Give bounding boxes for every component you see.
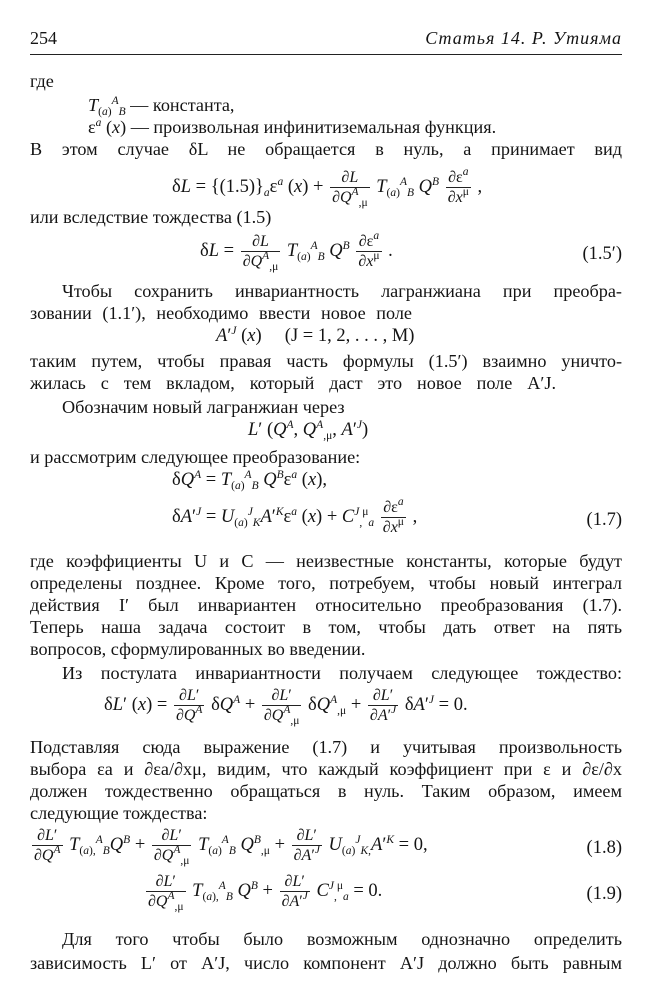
running-head-title: Статья 14. Р. Утияма <box>425 28 622 48</box>
index-range: (J = 1, 2, . . . , M) <box>284 326 415 346</box>
equation-new-field: $A'^J$ (x) (J = 1, 2, . . . , M) <box>216 325 415 346</box>
equation-1-9: $\frac{\partial L'}{\partial Q^A_{,\mu}}$ $T_{(a),}^A_B$ $Q^B$ + $\frac{\partial L'}{\partial A'^J}$ $C^J_,^\mu_a = 0$. (1.9) <box>148 873 622 913</box>
equation-number: (1.5′) <box>582 244 622 264</box>
text-line: где <box>30 71 54 91</box>
text-line: Чтобы сохранить инвариантность лагранжиана при преобра- <box>62 281 622 301</box>
page-number: 254 <box>30 28 57 48</box>
text-line: должен тождественно обращаться в нуль. Таким образом, имеем <box>30 781 622 801</box>
equation-1-5-prime: δL = $\frac{\partial L}{\partial Q^A_{,\mu}}$ $T_{(a)}^A_B$ $Q^B$ $\frac{\partial\varepsilon^a}{\partial x^\mu}$ . (1.5′) <box>200 230 622 273</box>
definition-line-T: $T_{(a)}^A_B$ — константа, <box>88 95 235 118</box>
constant-description: — константа, <box>130 95 235 115</box>
text-line: действия I′ был инвариантен относительно преобразования (1.7). <box>30 595 622 615</box>
function-description: — произвольная инфинитиземальная функция. <box>130 117 497 137</box>
text-line: следующие тождества: <box>30 803 208 823</box>
text-line: Подставляя сюда выражение (1.7) и учитывая произвольность <box>30 737 622 757</box>
text-line: и рассмотрим следующее преобразование: <box>30 447 361 467</box>
text-line: Для того чтобы было возможным однозначно определить <box>62 929 622 949</box>
text-line: зовании (1.1′), необходимо ввести новое поле <box>30 303 412 323</box>
text-line: где коэффициенты U и C — неизвестные константы, которые будут <box>30 551 622 571</box>
equation-new-lagrangian: L′ ($Q^A$, $Q^A_{,\mu}$, $A'^J$) <box>248 419 369 442</box>
equation-deltaL: $\delta L = \{(1.5)\}_a\varepsilon^a$ (x) + $\frac{\partial L}{\partial Q^A_{,\mu}}$ $T_{(a)}^A_B$ $Q^B$ $\frac{\partial\varepsilon^a}{\partial x^\mu}$ , <box>172 166 483 209</box>
text-line: выбора εa и ∂εa/∂xμ, видим, что каждый коэффициент при ε и ∂ε/∂x <box>30 759 622 779</box>
definition-line-epsilon: $\varepsilon^a$ (x) — произвольная инфинитиземальная функция. <box>88 117 497 137</box>
header-rule <box>30 54 622 55</box>
equation-invariance: δL′ (x) = $\frac{\partial L'}{\partial Q^A}$ $\delta Q^A$ + $\frac{\partial L'}{\partial Q^A_{,\mu}}$ $\delta Q^A_{,\mu}$ + $\frac{\partial L'}{\partial A'^J}$ $\delta A'^J = 0$. <box>104 687 468 727</box>
text-line: вопросов, сформулированных во введении. <box>30 639 366 659</box>
equation-1-8: $\frac{\partial L'}{\partial Q^A}$ $T_{(a),}^A_BQ^B$ + $\frac{\partial L'}{\partial Q^A_{,\mu}}$ $T_{(a)}^A_B$ $Q^B_{,\mu}$ + $\frac{\partial L'}{\partial A'^J}$ $U_{(a)}^J_{K,}A'^K = 0$, (1.8) <box>34 827 622 867</box>
text-line: Теперь наша задача состоит в том, чтобы дать ответ на пять <box>30 617 622 637</box>
equation-number: (1.7) <box>586 510 622 530</box>
running-header <box>30 28 622 50</box>
text-line: жилась с тем вкладом, который даст это новое поле A′J. <box>30 373 556 393</box>
equation-deltaQ: $\delta Q^A = T_{(a)}^A_B$ $Q^B\varepsilon^a$ (x), <box>172 469 327 492</box>
text-line: таким путем, чтобы правая часть формулы (1.5′) взаимно уничто- <box>30 351 622 371</box>
text-line: зависимость L′ от A′J, число компонент A′J должно быть равным <box>30 953 622 973</box>
equation-1-7: $\delta A'^J = U_{(a)}^J_KA'^K\varepsilon^a$ $(x) + C^J_,^\mu_a$ $\frac{\partial\varepsilon^a}{\partial x^\mu}$ , (1.7) <box>172 496 622 536</box>
equation-number: (1.8) <box>586 838 622 858</box>
text-line: Обозначим новый лагранжиан через <box>62 397 345 417</box>
text-line: определены позднее. Кроме того, потребуем, чтобы новый интеграл <box>30 573 622 593</box>
text-line: Из постулата инвариантности получаем следующее тождество: <box>62 663 622 683</box>
equation-number: (1.9) <box>586 884 622 904</box>
text-line: В этом случае δL не обращается в нуль, а принимает вид <box>30 139 622 159</box>
text-line: или вследствие тождества (1.5) <box>30 207 272 227</box>
